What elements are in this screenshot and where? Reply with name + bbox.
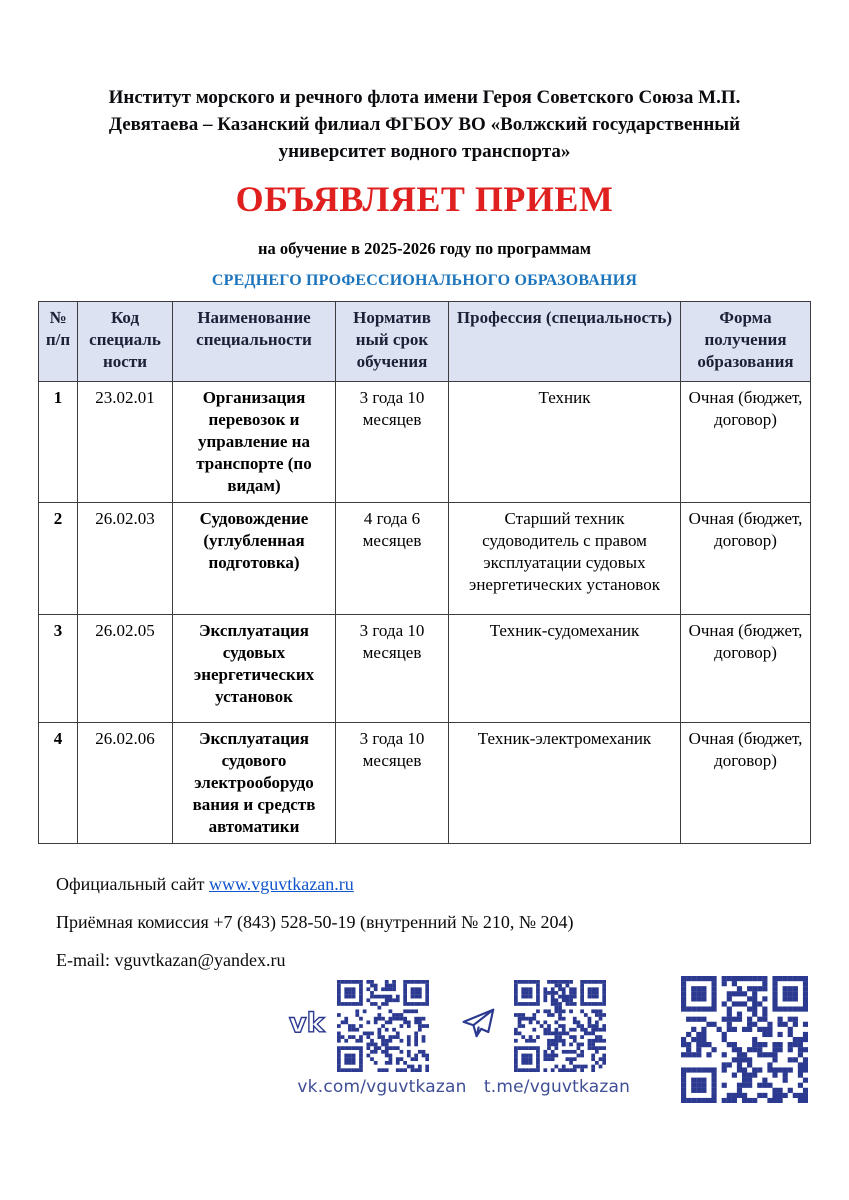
cell-specialty-name: Эксплуатация судового электрооборудо вания и средств автоматики bbox=[173, 723, 336, 844]
announce-title: ОБЪЯВЛЯЕТ ПРИЕМ bbox=[235, 179, 614, 219]
cell-code: 26.02.05 bbox=[78, 615, 173, 723]
header-cell-form: Форма получения образования bbox=[681, 302, 811, 382]
header-cell-name: Наименование специальности bbox=[173, 302, 336, 382]
cell-duration: 3 года 10 месяцев bbox=[336, 615, 449, 723]
cell-specialty-name: Эксплуатация судовых энергетических установок bbox=[173, 615, 336, 723]
cell-form: Очная (бюджет, договор) bbox=[681, 382, 811, 503]
qr-code-vk bbox=[337, 980, 429, 1072]
table-row bbox=[39, 382, 811, 503]
cell-duration: 3 года 10 месяцев bbox=[336, 382, 449, 503]
svg-text:vk: vk bbox=[289, 1008, 325, 1039]
cell-profession: Техник-электромеханик bbox=[449, 723, 681, 844]
specialties-table bbox=[38, 301, 811, 844]
header-cell-profession: Профессия (специальность) bbox=[449, 302, 681, 382]
telegram-icon bbox=[459, 1004, 497, 1042]
contacts-block bbox=[56, 874, 849, 971]
table-row bbox=[39, 615, 811, 723]
cell-profession: Техник bbox=[449, 382, 681, 503]
table-row bbox=[39, 723, 811, 844]
document-header bbox=[0, 0, 849, 290]
vk-icon bbox=[285, 1004, 331, 1042]
table-header-row bbox=[39, 302, 811, 382]
table-row bbox=[39, 503, 811, 615]
qr-code-telegram bbox=[514, 980, 606, 1072]
official-site-line bbox=[56, 874, 849, 895]
institute-title: Институт морского и речного флота имени Героя Советского Союза М.П. Девятаева – Казанский филиал ФГБОУ ВО «Волжский государственный университет водного транспорта» bbox=[108, 87, 741, 162]
cell-num: 2 bbox=[39, 503, 78, 615]
header-cell-code: Код специаль ности bbox=[78, 302, 173, 382]
cell-form: Очная (бюджет, договор) bbox=[681, 723, 811, 844]
cell-num: 1 bbox=[39, 382, 78, 503]
header-cell-duration: Норматив ный срок обучения bbox=[336, 302, 449, 382]
cell-form: Очная (бюджет, договор) bbox=[681, 615, 811, 723]
site-label: Официальный сайт bbox=[56, 874, 209, 894]
program-type-title: СРЕДНЕГО ПРОФЕССИОНАЛЬНОГО ОБРАЗОВАНИЯ bbox=[211, 272, 638, 289]
cell-profession: Старший техник судоводитель с правом эксплуатации судовых энергетических установок bbox=[449, 503, 681, 615]
cell-num: 4 bbox=[39, 723, 78, 844]
enrollment-subtitle: на обучение в 2025-2026 году по программам bbox=[258, 239, 591, 258]
email-line: E-mail: vguvtkazan@yandex.ru bbox=[56, 950, 286, 970]
phone-line: Приёмная комиссия +7 (843) 528-50-19 (внутренний № 210, № 204) bbox=[56, 912, 574, 932]
cell-specialty-name: Организация перевозок и управление на транспорте (по видам) bbox=[173, 382, 336, 503]
cell-duration: 4 года 6 месяцев bbox=[336, 503, 449, 615]
cell-code: 23.02.01 bbox=[78, 382, 173, 503]
cell-duration: 3 года 10 месяцев bbox=[336, 723, 449, 844]
cell-code: 26.02.03 bbox=[78, 503, 173, 615]
cell-profession: Техник-судомеханик bbox=[449, 615, 681, 723]
cell-form: Очная (бюджет, договор) bbox=[681, 503, 811, 615]
telegram-link-label: t.me/vguvtkazan bbox=[483, 1077, 631, 1097]
cell-num: 3 bbox=[39, 615, 78, 723]
header-cell-num: № п/п bbox=[39, 302, 78, 382]
site-link[interactable]: www.vguvtkazan.ru bbox=[208, 874, 354, 894]
cell-code: 26.02.06 bbox=[78, 723, 173, 844]
qr-code-site bbox=[681, 976, 808, 1103]
cell-specialty-name: Судовождение (углубленная подготовка) bbox=[173, 503, 336, 615]
vk-link-label: vk.com/vguvtkazan bbox=[297, 1077, 467, 1097]
